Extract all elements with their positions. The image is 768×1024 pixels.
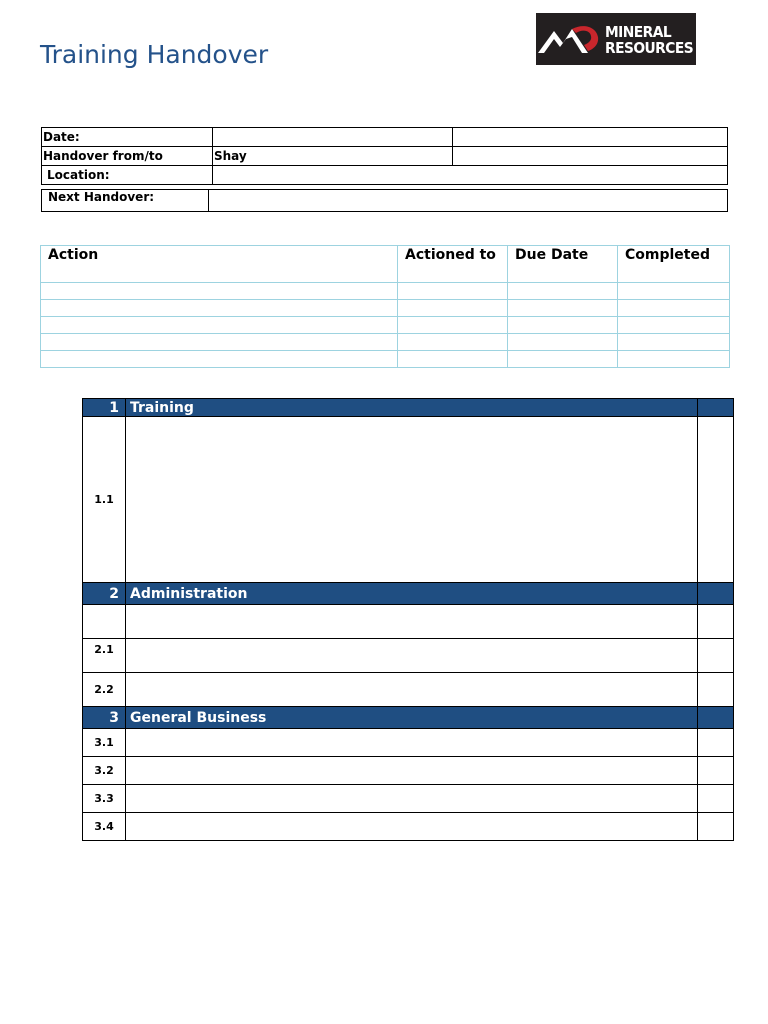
table-row: [83, 729, 734, 757]
actions-header-row: [41, 246, 730, 283]
row-content-cell[interactable]: [126, 813, 698, 841]
date-extra-cell[interactable]: [453, 128, 728, 147]
completed-header: Completed: [618, 246, 730, 283]
mineral-resources-logo: [536, 13, 696, 65]
next-handover-value-cell[interactable]: [209, 190, 728, 212]
logo-line1: MINERAL: [605, 23, 672, 41]
handover-info-table: [41, 127, 728, 185]
table-row: [83, 673, 734, 707]
table-row: [41, 317, 730, 334]
handover-label: Handover from/to: [42, 147, 213, 166]
table-row: [83, 785, 734, 813]
row-content-cell[interactable]: [126, 757, 698, 785]
row-number: 3.3: [83, 785, 126, 813]
row-number: [83, 605, 126, 639]
row-status-cell[interactable]: [698, 785, 734, 813]
section-header-general-business: [83, 707, 734, 729]
location-row: [42, 166, 728, 185]
next-handover-label: Next Handover:: [42, 190, 209, 212]
row-content-cell[interactable]: [126, 417, 698, 583]
sections-table: [82, 398, 734, 841]
date-row: [42, 128, 728, 147]
handover-to-cell[interactable]: [453, 147, 728, 166]
due-date-header: Due Date: [508, 246, 618, 283]
section-title: General Business: [126, 707, 698, 729]
section-header-administration: [83, 583, 734, 605]
handover-from-value[interactable]: Shay: [213, 147, 453, 166]
row-number: 2.1: [83, 639, 126, 673]
section-title: Administration: [126, 583, 698, 605]
actions-table: [40, 245, 730, 368]
row-status-cell[interactable]: [698, 673, 734, 707]
row-content-cell[interactable]: [126, 785, 698, 813]
table-double-border: [727, 127, 729, 183]
row-number: 3.4: [83, 813, 126, 841]
row-content-cell[interactable]: [126, 673, 698, 707]
row-content-cell[interactable]: [126, 729, 698, 757]
row-status-cell[interactable]: [698, 813, 734, 841]
row-content-cell[interactable]: [126, 605, 698, 639]
section-title: Training: [126, 399, 698, 417]
table-row: [83, 417, 734, 583]
row-status-cell[interactable]: [698, 639, 734, 673]
row-status-cell[interactable]: [698, 417, 734, 583]
row-number: 1.1: [83, 417, 126, 583]
table-row: [41, 283, 730, 300]
row-status-cell[interactable]: [698, 729, 734, 757]
row-status-cell[interactable]: [698, 757, 734, 785]
table-row: [83, 605, 734, 639]
section-number: 1: [83, 399, 126, 417]
logo-line2: RESOURCES: [605, 39, 694, 57]
table-row: [41, 351, 730, 368]
row-content-cell[interactable]: [126, 639, 698, 673]
section-number: 2: [83, 583, 126, 605]
date-label: Date:: [42, 128, 213, 147]
row-number: 2.2: [83, 673, 126, 707]
table-row: [83, 639, 734, 673]
table-row: [83, 757, 734, 785]
location-label: Location:: [42, 166, 213, 185]
action-header: Action: [41, 246, 398, 283]
next-handover-table: [41, 189, 728, 212]
row-status-cell[interactable]: [698, 605, 734, 639]
location-value-cell[interactable]: [213, 166, 728, 185]
date-value-cell[interactable]: [213, 128, 453, 147]
row-number: 3.1: [83, 729, 126, 757]
mountain-logo-icon: [536, 13, 606, 65]
table-row: [83, 813, 734, 841]
page-title: Training Handover: [40, 40, 269, 69]
table-row: [41, 300, 730, 317]
section-number: 3: [83, 707, 126, 729]
table-row: [41, 334, 730, 351]
actioned-to-header: Actioned to: [398, 246, 508, 283]
section-header-training: [83, 399, 734, 417]
handover-row: [42, 147, 728, 166]
row-number: 3.2: [83, 757, 126, 785]
